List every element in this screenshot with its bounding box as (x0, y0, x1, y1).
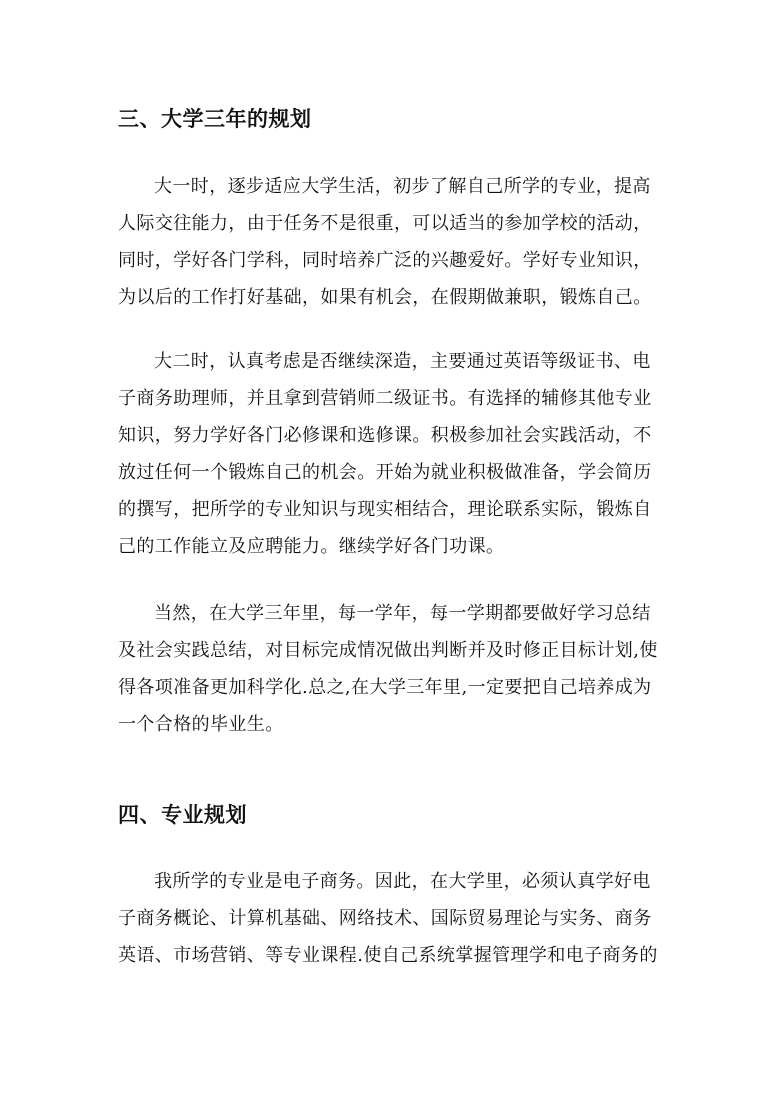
paragraph-line: 大一时，逐步适应大学生活，初步了解自己所学的专业，提高 (154, 176, 651, 197)
paragraph-major-courses (118, 863, 678, 974)
paragraph-line: 我所学的专业是电子商务。因此，在大学里，必须认真学好电 (154, 871, 651, 892)
paragraph-line: 一个合格的毕业生。 (118, 714, 284, 735)
paragraph-line: 及社会实践总结，对目标完成情况做出判断并及时修正目标计划,使 (118, 640, 658, 661)
paragraph-three-years-summary (118, 595, 678, 743)
paragraph-freshman-year (118, 168, 678, 316)
paragraph-line: 知识，努力学好各门必修课和选修课。积极参加社会实践活动，不 (118, 425, 652, 446)
paragraph-sophomore-year (118, 343, 678, 565)
paragraph-line: 得各项准备更加科学化.总之,在大学三年里,一定要把自己培养成为 (118, 677, 652, 698)
paragraph-line: 大二时，认真考虑是否继续深造，主要通过英语等级证书、电 (154, 351, 651, 372)
paragraph-line: 英语、市场营销、等专业课程.使自己系统掌握管理学和电子商务的 (118, 945, 658, 966)
section-heading-university-plan: 三、大学三年的规划 (118, 107, 312, 131)
paragraph-line: 己的工作能立及应聘能力。继续学好各门功课。 (118, 536, 505, 557)
paragraph-line: 为以后的工作打好基础，如果有机会，在假期做兼职，锻炼自己。 (118, 287, 652, 308)
paragraph-line: 当然，在大学三年里，每一学年，每一学期都要做好学习总结 (154, 603, 651, 624)
paragraph-line: 放过任何一个锻炼自己的机会。开始为就业积极做准备，学会简历 (118, 462, 652, 483)
paragraph-line: 子商务助理师，并且拿到营销师二级证书。有选择的辅修其他专业 (118, 388, 652, 409)
paragraph-line: 人际交往能力，由于任务不是很重，可以适当的参加学校的活动， (118, 213, 652, 234)
paragraph-line: 子商务概论、计算机基础、网络技术、国际贸易理论与实务、商务 (118, 908, 652, 929)
paragraph-line: 的撰写，把所学的专业知识与现实相结合，理论联系实际，锻炼自 (118, 499, 652, 520)
section-heading-major-plan: 四、专业规划 (118, 803, 247, 827)
paragraph-line: 同时，学好各门学科，同时培养广泛的兴趣爱好。学好专业知识， (118, 250, 652, 271)
